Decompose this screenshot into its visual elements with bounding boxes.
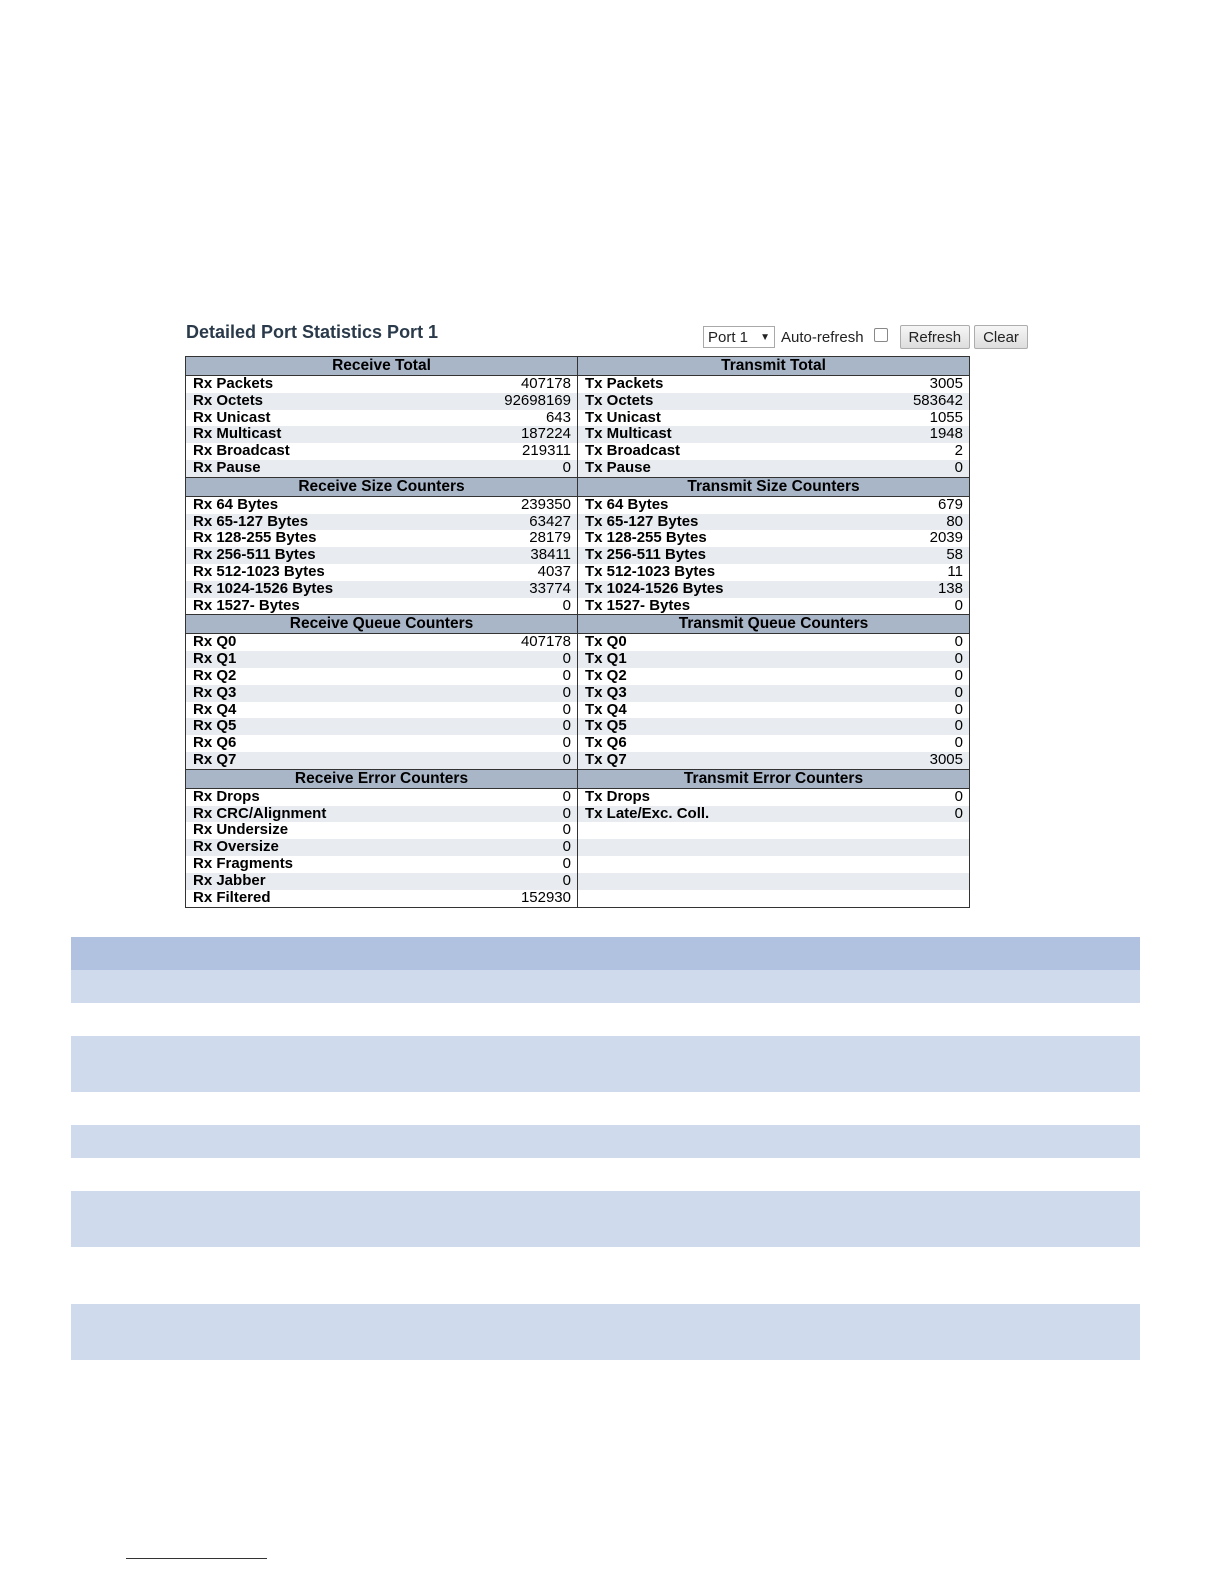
counter-label: Tx Q7 — [585, 750, 627, 768]
table-row — [186, 822, 969, 839]
counter-value: 0 — [562, 596, 571, 614]
counter-value: 0 — [562, 717, 571, 735]
counter-label: Rx Q3 — [193, 683, 237, 701]
table-row — [186, 530, 969, 547]
counter-label: Tx Q2 — [585, 666, 627, 684]
receive-cell — [186, 822, 578, 839]
counter-label: Rx Octets — [193, 391, 264, 409]
receive-cell — [186, 668, 578, 685]
receive-cell — [186, 376, 578, 393]
table-row — [186, 685, 969, 702]
counter-value: 0 — [562, 700, 571, 718]
transmit-cell — [578, 460, 969, 477]
counter-label: Tx Pause — [585, 458, 651, 476]
auto-refresh-label: Auto-refresh — [781, 328, 864, 346]
counter-value: 38411 — [530, 546, 571, 564]
table-row — [186, 873, 969, 890]
table-row — [186, 497, 969, 514]
table-row-band — [71, 1125, 1140, 1158]
counter-label: Rx Pause — [193, 458, 261, 476]
counter-label: Tx 65-127 Bytes — [585, 512, 699, 530]
transmit-cell — [578, 581, 969, 598]
table-row — [186, 410, 969, 427]
table-row — [186, 806, 969, 823]
counter-label: Tx Q6 — [585, 734, 627, 752]
table-row — [186, 839, 969, 856]
transmit-cell — [578, 410, 969, 427]
counter-value: 58 — [946, 546, 963, 564]
counter-label: Rx Packets — [193, 375, 274, 392]
table-row — [186, 668, 969, 685]
dropdown-arrow-icon: ▼ — [760, 331, 770, 343]
counter-value: 0 — [562, 458, 571, 476]
transmit-cell — [578, 685, 969, 702]
counter-label: Tx 1024-1526 Bytes — [585, 579, 724, 597]
counter-label: Tx Unicast — [585, 408, 661, 426]
counter-value: 0 — [954, 458, 963, 476]
counter-value: 63427 — [529, 512, 571, 530]
counter-label: Tx Late/Exc. Coll. — [585, 804, 710, 822]
counter-value: 28179 — [529, 529, 571, 547]
transmit-cell — [578, 564, 969, 581]
table-row — [186, 752, 969, 769]
counter-value: 407178 — [520, 633, 571, 651]
counter-label: Tx Q0 — [585, 633, 627, 651]
receive-cell — [186, 651, 578, 668]
counter-label: Rx 1527- Bytes — [193, 596, 300, 614]
receive-cell — [186, 789, 578, 806]
toolbar — [703, 325, 1028, 349]
counter-value: 33774 — [529, 579, 571, 597]
port-select-value: Port 1 — [708, 328, 749, 346]
counter-value: 583642 — [912, 391, 963, 409]
counter-label: Rx Jabber — [193, 871, 266, 889]
receive-cell — [186, 581, 578, 598]
transmit-cell — [578, 806, 969, 823]
counter-label: Tx 512-1023 Bytes — [585, 562, 716, 580]
counter-label: Rx Oversize — [193, 838, 279, 856]
table-row — [186, 651, 969, 668]
counter-value: 0 — [954, 734, 963, 752]
receive-cell — [186, 598, 578, 615]
section-header — [186, 477, 969, 497]
counter-label: Rx Unicast — [193, 408, 271, 426]
table-row-band — [71, 970, 1140, 1003]
counter-label: Tx 128-255 Bytes — [585, 529, 707, 547]
counter-value: 219311 — [522, 442, 571, 460]
counter-value: 0 — [954, 700, 963, 718]
table-row-band — [71, 1191, 1140, 1247]
counter-value: 3005 — [929, 750, 963, 768]
receive-cell — [186, 634, 578, 651]
transmit-cell — [578, 547, 969, 564]
transmit-cell — [578, 426, 969, 443]
receive-cell — [186, 856, 578, 873]
table-row-band — [71, 1304, 1140, 1360]
receive-cell — [186, 393, 578, 410]
counter-value: 0 — [562, 838, 571, 856]
receive-cell — [186, 752, 578, 769]
counter-value: 2 — [954, 442, 963, 460]
transmit-cell — [578, 702, 969, 719]
counter-value: 0 — [954, 666, 963, 684]
counter-label: Rx Drops — [193, 787, 260, 805]
receive-header: Receive Total — [186, 357, 578, 375]
transmit-header: Transmit Queue Counters — [678, 615, 869, 633]
receive-cell — [186, 410, 578, 427]
counter-label: Rx Filtered — [193, 888, 271, 906]
receive-cell — [186, 530, 578, 547]
table-row — [186, 564, 969, 581]
counter-label: Tx 256-511 Bytes — [585, 546, 706, 564]
counter-label: Rx Q1 — [193, 650, 237, 668]
transmit-cell — [578, 752, 969, 769]
counter-label: Rx Q5 — [193, 717, 237, 735]
counter-value: 0 — [562, 750, 571, 768]
counter-value: 0 — [562, 787, 571, 805]
counter-value: 679 — [937, 495, 963, 513]
counter-label: Rx Q2 — [193, 666, 237, 684]
stats-section — [186, 614, 969, 768]
counter-label: Rx Multicast — [193, 425, 282, 443]
counter-value: 0 — [954, 650, 963, 668]
counter-label: Rx Q6 — [193, 734, 237, 752]
transmit-cell — [578, 735, 969, 752]
counter-label: Tx Broadcast — [585, 442, 681, 460]
counter-value: 80 — [946, 512, 963, 530]
transmit-cell — [578, 497, 969, 514]
clear-button[interactable]: Clear — [974, 325, 1028, 349]
counter-value: 4037 — [537, 562, 571, 580]
transmit-cell — [578, 443, 969, 460]
footnote-divider — [126, 1558, 267, 1559]
counter-value: 11 — [947, 562, 963, 580]
counter-value: 643 — [545, 408, 571, 426]
counter-value: 3005 — [929, 375, 963, 392]
stats-section — [186, 769, 969, 907]
counter-label: Rx Broadcast — [193, 442, 290, 460]
stats-section — [186, 477, 969, 615]
auto-refresh-checkbox[interactable] — [874, 328, 888, 342]
receive-cell — [186, 806, 578, 823]
counter-value: 1948 — [929, 425, 963, 443]
table-header-band — [71, 937, 1140, 970]
counter-label: Tx 64 Bytes — [585, 495, 669, 513]
receive-cell — [186, 735, 578, 752]
receive-cell — [186, 873, 578, 890]
table-row — [186, 393, 969, 410]
counter-value: 0 — [562, 650, 571, 668]
transmit-cell — [578, 718, 969, 735]
counter-value: 0 — [562, 804, 571, 822]
receive-cell — [186, 890, 578, 907]
receive-cell — [186, 839, 578, 856]
table-row — [186, 547, 969, 564]
counter-label: Tx Packets — [585, 375, 664, 392]
receive-cell — [186, 443, 578, 460]
counter-label: Rx Q4 — [193, 700, 237, 718]
receive-cell — [186, 426, 578, 443]
transmit-header: Transmit Error Counters — [683, 769, 864, 787]
counter-label: Tx Q3 — [585, 683, 627, 701]
counter-label: Tx Q5 — [585, 717, 627, 735]
counter-value: 187224 — [520, 425, 571, 443]
counter-value: 0 — [562, 666, 571, 684]
counter-label: Rx Undersize — [193, 821, 289, 839]
counter-label: Rx CRC/Alignment — [193, 804, 327, 822]
transmit-cell — [578, 376, 969, 393]
counter-label: Tx Multicast — [585, 425, 672, 443]
table-row — [186, 460, 969, 477]
table-row — [186, 376, 969, 393]
counter-value: 0 — [562, 821, 571, 839]
counter-value: 0 — [954, 787, 963, 805]
transmit-cell — [578, 856, 969, 873]
counter-value: 0 — [562, 734, 571, 752]
counter-label: Tx Drops — [585, 787, 651, 805]
transmit-header: Transmit Size Counters — [687, 477, 860, 495]
table-row — [186, 581, 969, 598]
counter-value: 0 — [954, 717, 963, 735]
section-header — [186, 357, 969, 376]
receive-cell — [186, 564, 578, 581]
receive-cell — [186, 718, 578, 735]
table-row — [186, 598, 969, 615]
counter-value: 152930 — [520, 888, 571, 906]
table-row — [186, 426, 969, 443]
transmit-cell — [578, 530, 969, 547]
table-row — [186, 702, 969, 719]
counter-label: Rx 1024-1526 Bytes — [193, 579, 334, 597]
transmit-cell — [578, 890, 969, 907]
receive-cell — [186, 514, 578, 531]
counter-label: Rx Q7 — [193, 750, 237, 768]
transmit-cell — [578, 668, 969, 685]
section-header — [186, 769, 969, 789]
table-row — [186, 735, 969, 752]
section-header — [186, 614, 969, 634]
receive-cell — [186, 702, 578, 719]
counter-value: 92698169 — [504, 391, 571, 409]
counter-label: Tx Q1 — [585, 650, 627, 668]
receive-header: Receive Size Counters — [186, 478, 578, 496]
table-row — [186, 890, 969, 907]
transmit-cell — [578, 514, 969, 531]
refresh-button[interactable]: Refresh — [900, 325, 971, 349]
counter-value: 0 — [954, 596, 963, 614]
transmit-cell — [578, 651, 969, 668]
transmit-cell — [578, 822, 969, 839]
receive-header: Receive Error Counters — [186, 770, 578, 788]
counter-value: 138 — [937, 579, 963, 597]
receive-cell — [186, 497, 578, 514]
receive-header: Receive Queue Counters — [186, 615, 578, 633]
counter-value: 0 — [954, 683, 963, 701]
page-title: Detailed Port Statistics Port 1 — [186, 322, 439, 342]
counter-label: Rx Q0 — [193, 633, 237, 651]
transmit-cell — [578, 598, 969, 615]
table-row — [186, 634, 969, 651]
table-row-band — [71, 1036, 1140, 1092]
counter-label: Tx Octets — [585, 391, 654, 409]
table-row — [186, 443, 969, 460]
stats-section — [186, 357, 969, 477]
counter-value: 0 — [562, 871, 571, 889]
receive-cell — [186, 685, 578, 702]
counter-label: Tx 1527- Bytes — [585, 596, 691, 614]
counter-value: 0 — [954, 633, 963, 651]
counter-label: Rx 128-255 Bytes — [193, 529, 317, 547]
counter-label: Tx Q4 — [585, 700, 627, 718]
counter-value: 0 — [562, 683, 571, 701]
counter-label: Rx 65-127 Bytes — [193, 512, 309, 530]
receive-cell — [186, 547, 578, 564]
counter-value: 2039 — [929, 529, 963, 547]
transmit-cell — [578, 634, 969, 651]
counter-label: Rx 256-511 Bytes — [193, 546, 316, 564]
table-row — [186, 856, 969, 873]
counter-label: Rx 512-1023 Bytes — [193, 562, 325, 580]
counter-label: Rx 64 Bytes — [193, 495, 279, 513]
counter-value: 239350 — [520, 495, 571, 513]
counter-label: Rx Fragments — [193, 854, 294, 872]
counter-value: 0 — [562, 854, 571, 872]
table-row — [186, 718, 969, 735]
transmit-cell — [578, 393, 969, 410]
counter-value: 1055 — [929, 408, 963, 426]
table-row — [186, 514, 969, 531]
transmit-cell — [578, 789, 969, 806]
counter-value: 407178 — [520, 375, 571, 392]
transmit-cell — [578, 873, 969, 890]
port-select[interactable] — [703, 326, 775, 348]
receive-cell — [186, 460, 578, 477]
table-row — [186, 789, 969, 806]
statistics-table — [185, 356, 970, 908]
transmit-header: Transmit Total — [721, 357, 826, 374]
transmit-cell — [578, 839, 969, 856]
counter-value: 0 — [954, 804, 963, 822]
